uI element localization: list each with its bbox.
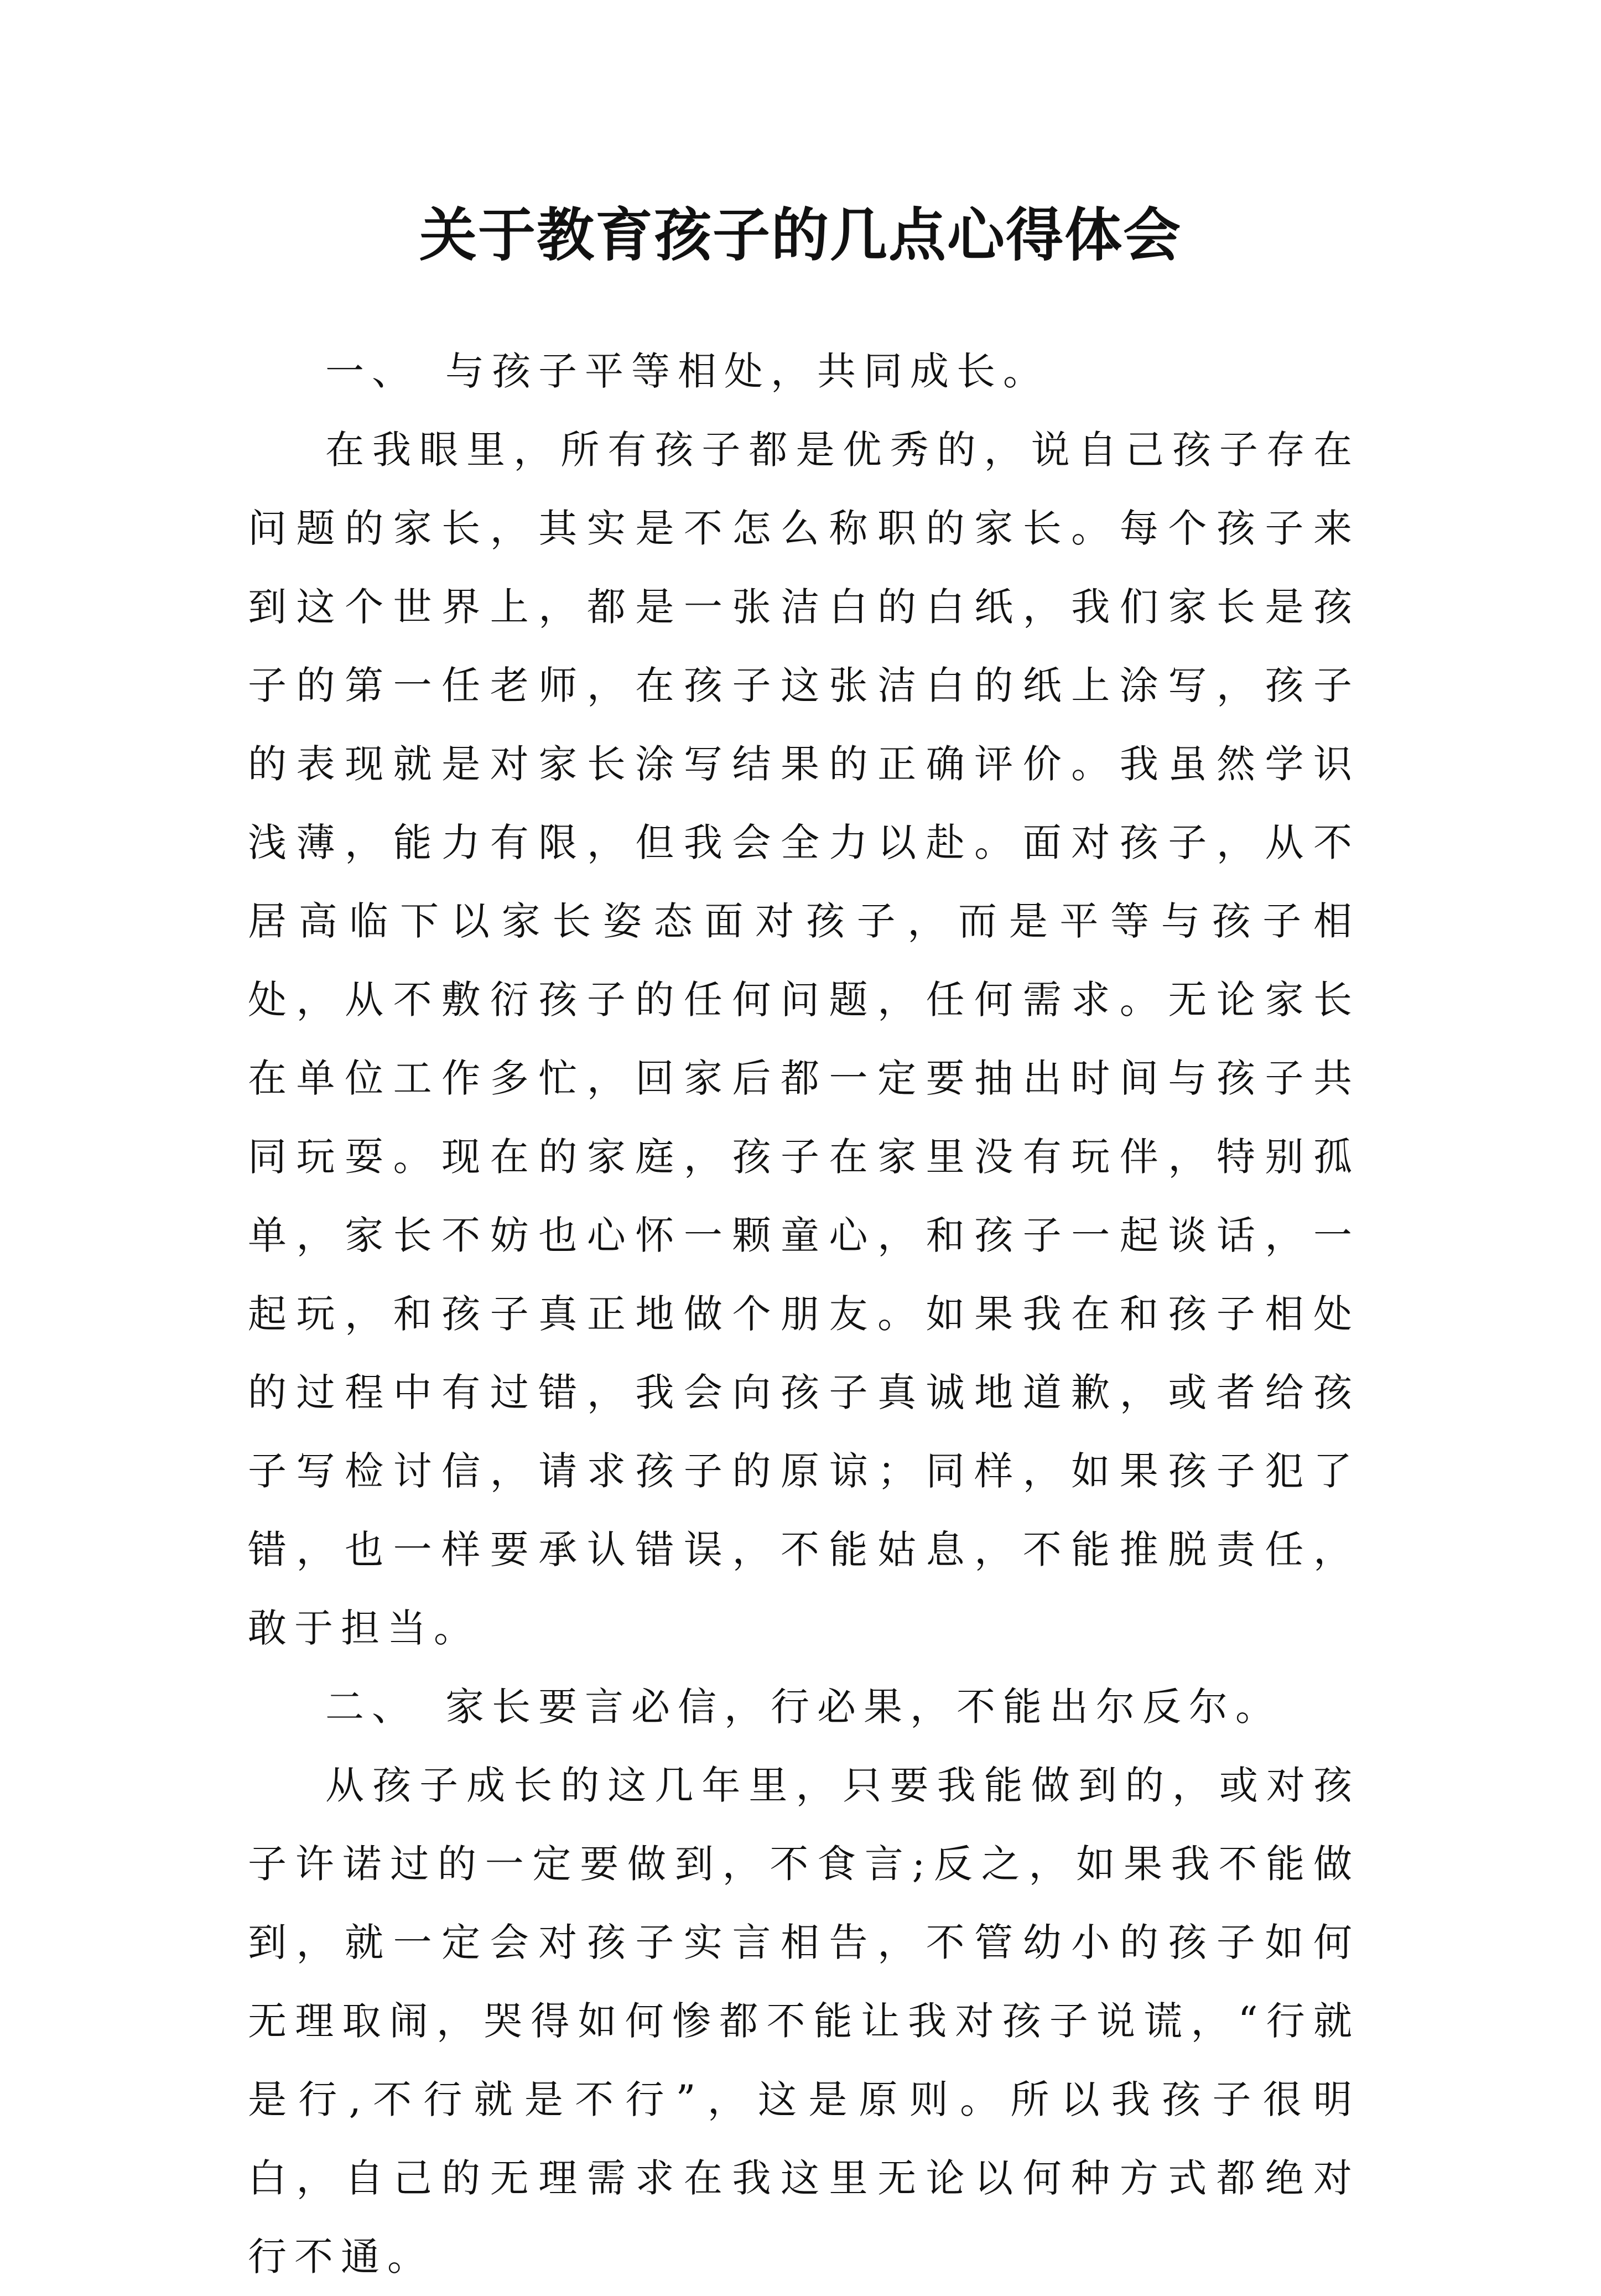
document-body <box>248 332 1360 2296</box>
paragraph-2: 从孩子成长的这几年里，只要我能做到的，或对孩子许诺过的一定要做到，不食言;反之，如果我不能做到，就一定会对孩子实言相告，不管幼小的孩子如何无理取闹，哭得如何惨都不能让我对孩子说谎，“行就是行,不行就是不行”，这是原则。所以我孩子很明白，自己的无理需求在我这里无论以何种方式都绝对行不通。 <box>248 1763 1360 2279</box>
section-heading-1: 一、 与孩子平等相处，共同成长。 <box>325 349 1049 394</box>
document-title: 关于教育孩子的几点心得体会 <box>419 201 1182 269</box>
paragraph-1: 在我眼里，所有孩子都是优秀的，说自己孩子存在问题的家长，其实是不怎么称职的家长。每个孩子来到这个世界上，都是一张洁白的白纸，我们家长是孩子的第一任老师，在孩子这张洁白的纸上涂写，孩子的表现就是对家长涂写结果的正确评价。我虽然学识浅薄，能力有限，但我会全力以赴。面对孩子，从不居高临下以家长姿态面对孩子，而是平等与孩子相处，从不敷衍孩子的任何问题，任何需求。无论家长在单位工作多忙，回家后都一定要抽出时间与孩子共同玩耍。现在的家庭，孩子在家里没有玩伴，特别孤单，家长不妨也心怀一颗童心，和孩子一起谈话，一起玩，和孩子真正地做个朋友。如果我在和孩子相处的过程中有过错，我会向孩子真诚地道歉，或者给孩子写检讨信，请求孩子的原谅；同样，如果孩子犯了错，也一样要承认错误，不能姑息，不能推脱责任，敢于担当。 <box>248 427 1360 1651</box>
section-heading-2: 二、 家长要言必信，行必果，不能出尔反尔。 <box>325 1684 1282 1729</box>
